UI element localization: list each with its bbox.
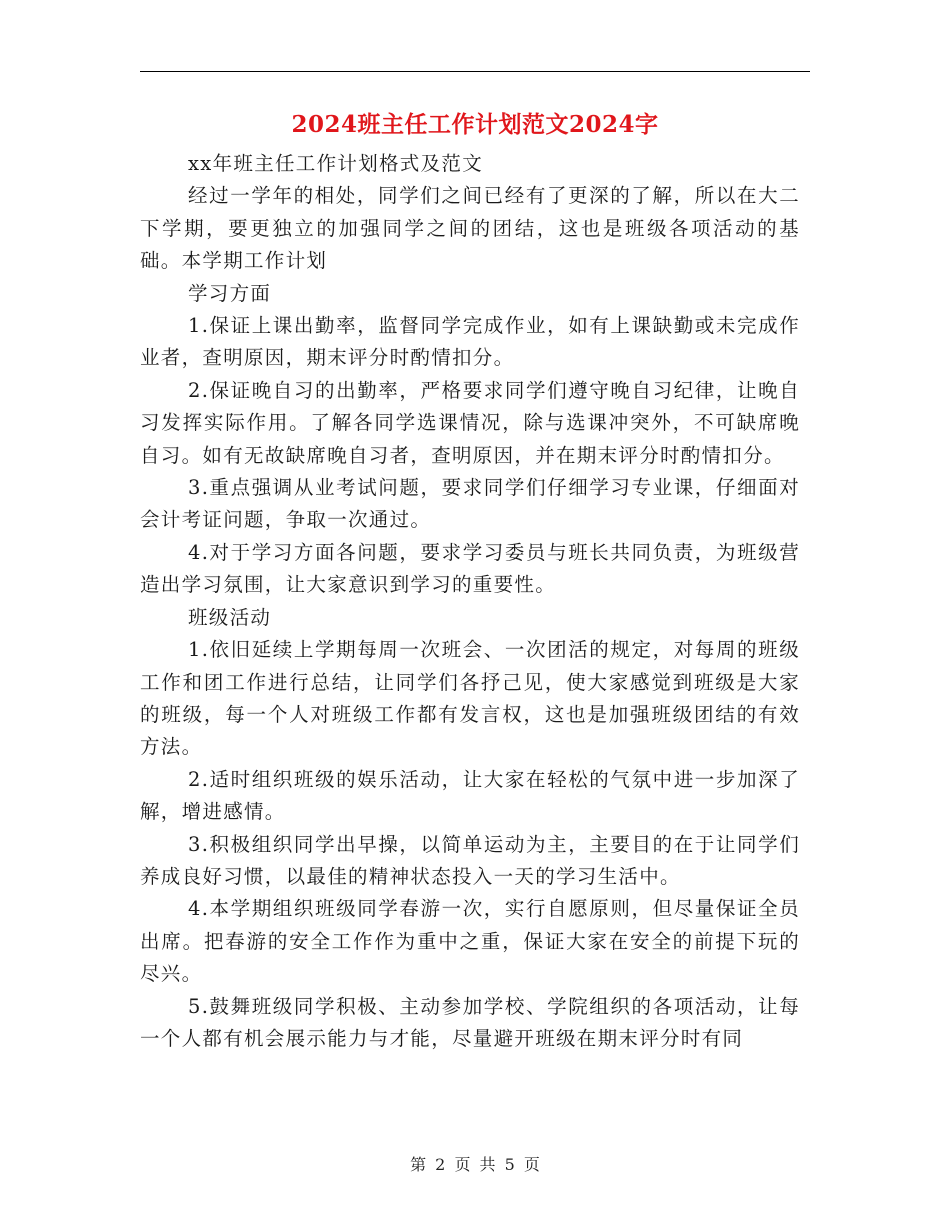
paragraph-subtitle: xx年班主任工作计划格式及范文 (188, 152, 483, 175)
header-rule (140, 71, 810, 72)
section-heading-activities: 班级活动 (188, 605, 272, 629)
paragraph-study-4: 4.对于学习方面各问题，要求学习委员与班长共同负责，为班级营造出学习氛围，让大家意识到学习的重要性。 (140, 540, 800, 597)
paragraph-activity-3: 3.积极组织同学出早操，以简单运动为主，主要目的在于让同学们养成良好习惯，以最佳的精神状态投入一天的学习生活中。 (140, 832, 800, 888)
paragraph-activity-1: 1.依旧延续上学期每周一次班会、一次团活的规定，对每周的班级工作和团工作进行总结，让同学们各抒己见，使大家感觉到班级是大家的班级，每一个人对班级工作都有发言权，这也是加强班级团结的有效方法。 (140, 638, 800, 759)
paragraph-study-2: 2.保证晚自习的出勤率，严格要求同学们遵守晚自习纪律，让晚自习发挥实际作用。了解各同学选课情况，除与选课冲突外，不可缺席晚自习。如有无故缺席晚自习者，查明原因，并在期末评分时酌情扣分。 (140, 378, 800, 467)
paragraph-intro: 经过一学年的相处，同学们之间已经有了更深的了解，所以在大二下学期，要更独立的加强同学之间的团结，这也是班级各项活动的基础。本学期工作计划 (140, 184, 800, 273)
paragraph-study-1: 1.保证上课出勤率，监督同学完成作业，如有上课缺勤或未完成作业者，查明原因，期末评分时酌情扣分。 (140, 314, 800, 370)
paragraph-activity-4: 4.本学期组织班级同学春游一次，实行自愿原则，但尽量保证全员出席。把春游的安全工作作为重中之重，保证大家在安全的前提下玩的尽兴。 (140, 897, 800, 986)
paragraph-activity-2: 2.适时组织班级的娱乐活动，让大家在轻松的气氛中进一步加深了解，增进感情。 (140, 767, 800, 824)
section-heading-study: 学习方面 (188, 281, 272, 305)
document-title: 2024班主任工作计划范文2024字 (291, 111, 659, 138)
paragraph-activity-5: 5.鼓舞班级同学积极、主动参加学校、学院组织的各项活动，让每一个人都有机会展示能力与才能，尽量避开班级在期末评分时有同 (140, 994, 800, 1050)
page-footer: 第 2 页 共 5 页 (410, 1155, 540, 1174)
paragraph-study-3: 3.重点强调从业考试问题，要求同学们仔细学习专业课，仔细面对会计考证问题，争取一次通过。 (140, 476, 800, 532)
document-body (140, 148, 800, 1055)
